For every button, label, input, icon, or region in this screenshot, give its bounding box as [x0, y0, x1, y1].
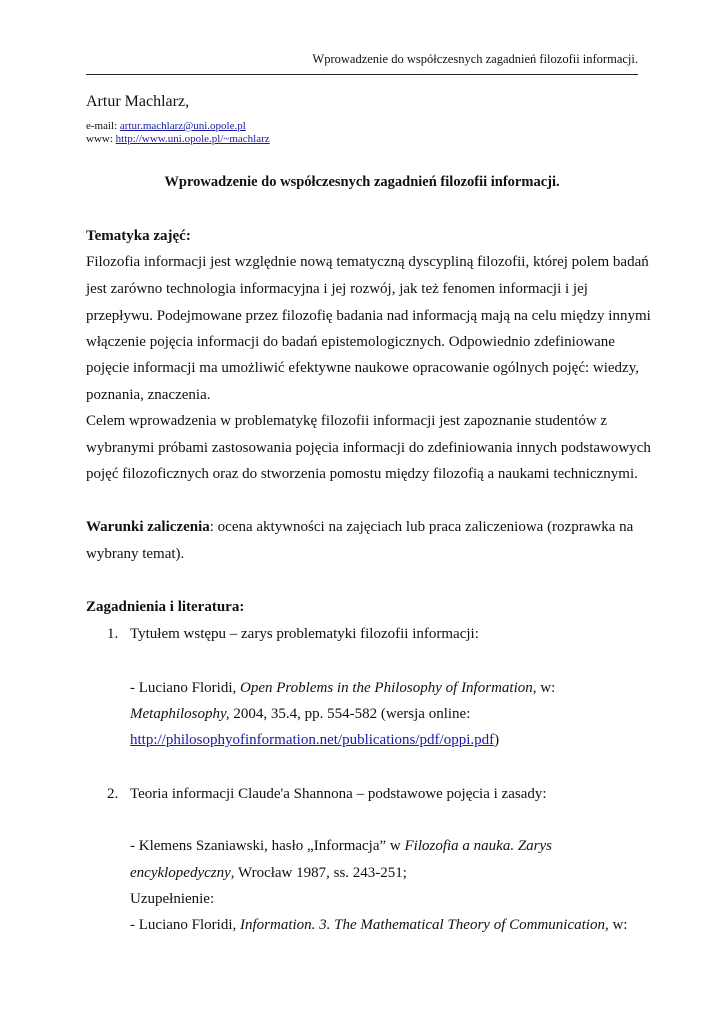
running-header: Wprowadzenie do współczesnych zagadnień filozofii informacji.: [312, 52, 638, 66]
ref-after: , w:: [532, 680, 556, 696]
reference-line: [130, 706, 470, 723]
tematyka-line: pojęcie informacji ma umożliwić efektywne naukowe opracowanie ogólnych pojęć: wiedzy,: [86, 360, 639, 376]
ref-journal-after: 2004, 35.4, pp. 554-582 (wersja online:: [229, 706, 471, 722]
email-link[interactable]: artur.machlarz@uni.opole.pl: [119, 120, 246, 132]
warunki-line: [86, 519, 633, 536]
list-number: 2.: [107, 786, 119, 802]
tematyka-line: poznania, znaczenia.: [86, 387, 211, 403]
ref-title: Open Problems in the Philosophy of Information: [239, 680, 533, 696]
ref-journal: Metaphilosophy,: [130, 706, 230, 722]
supplement-label: Uzupełnienie:: [130, 891, 215, 907]
tematyka-heading: Tematyka zajęć:: [86, 228, 191, 244]
list-item-title: Teoria informacji Claude'a Shannona – podstawowe pojęcia i zasady:: [130, 786, 547, 802]
header-rule: [86, 74, 638, 75]
ref-prefix: - Luciano Floridi,: [130, 917, 240, 933]
ref-title: Filozofia a nauka. Zarys: [404, 838, 553, 854]
ref-close: ): [494, 732, 500, 748]
warunki-label: Warunki zaliczenia: [86, 519, 210, 535]
zagadnienia-heading: Zagadnienia i literatura:: [86, 599, 245, 615]
email-label: e-mail:: [86, 120, 120, 132]
tematyka-line: przepływu. Podejmowane przez filozofię badania nad informacją mają na celu między innymi: [86, 308, 651, 324]
www-link[interactable]: http://www.uni.opole.pl/~machlarz: [115, 133, 270, 145]
ref-title: Information. 3. The Mathematical Theory of Communication: [239, 917, 605, 933]
tematyka-line: jest zarówno technologia informacyjna i jej rozwój, jak też fenomen informacji i jej: [86, 281, 588, 297]
tematyka-line: Filozofia informacji jest względnie nową tematyczną dyscypliną filozofii, której polem badań: [86, 254, 649, 270]
reference-line: [130, 732, 499, 749]
ref-after: , w:: [604, 917, 628, 933]
reference-line: [130, 838, 552, 855]
www-label: www:: [86, 133, 116, 145]
reference-line: [130, 917, 627, 934]
author-name: Artur Machlarz,: [86, 93, 190, 110]
list-item-title: Tytułem wstępu – zarys problematyki filozofii informacji:: [130, 626, 479, 642]
reference-line: [130, 865, 407, 882]
tematyka-line: Celem wprowadzenia w problematykę filozofii informacji jest zapoznanie studentów z: [86, 413, 608, 429]
list-number: 1.: [107, 626, 119, 642]
ref-prefix: - Luciano Floridi,: [130, 680, 240, 696]
reference-line: [130, 680, 555, 697]
warunki-line-2: wybrany temat).: [86, 546, 185, 562]
oppi-link[interactable]: http://philosophyofinformation.net/publications/pdf/oppi.pdf: [130, 732, 495, 748]
ref-title: encyklopedyczny: [130, 865, 231, 881]
ref-after: , Wrocław 1987, ss. 243-251;: [230, 865, 407, 881]
ref-prefix: - Klemens Szaniawski, hasło „Informacja” w: [130, 838, 405, 854]
tematyka-line: wybranymi próbami zastosowania pojęcia informacji do zdefiniowania innych podstawowych: [86, 440, 651, 456]
warunki-text: : ocena aktywności na zajęciach lub praca zaliczeniowa (rozprawka na: [209, 519, 634, 535]
email-line: [86, 120, 246, 132]
tematyka-line: pojęć filozoficznych oraz do stworzenia pomostu między filozofią a naukami technicznymi.: [86, 466, 638, 482]
tematyka-line: włączenie pojęcia informacji do badań epistemologicznych. Odpowiednio zdefiniowane: [86, 334, 615, 350]
www-line: [86, 133, 270, 145]
document-title: Wprowadzenie do współczesnych zagadnień filozofii informacji.: [164, 174, 560, 190]
